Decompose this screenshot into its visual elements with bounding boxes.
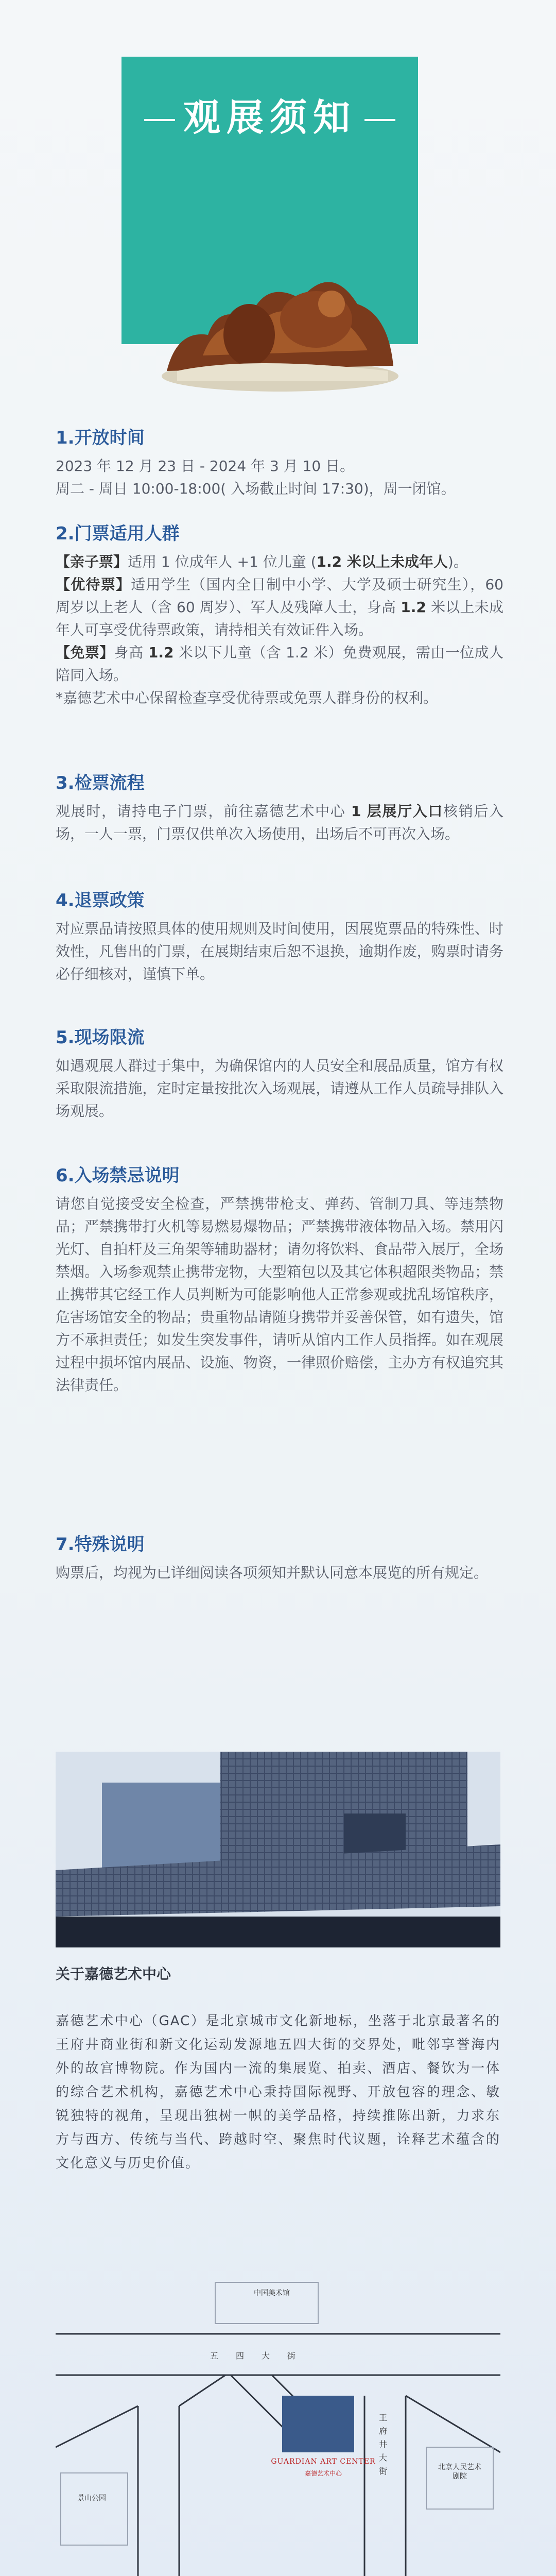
section-title: 1.开放时间 bbox=[56, 428, 145, 448]
section-refund bbox=[56, 886, 503, 986]
section-line: 周二 - 周日 10:00-18:00( 入场截止时间 17:30)，周一闭馆。 bbox=[56, 480, 456, 497]
about-text: 嘉德艺术中心（GAC）是北京城市文化新地标，坐落于北京最著名的王府井商业街和新文化运动发源地五四大街的交界处，毗邻享誉海内外的故宫博物院。作为国内一流的集展览、拍卖、酒店、餐饮为一体的综合艺术机构，嘉德艺术中心秉持国际视野、开放包容的理念、敏锐独特的视角，呈现出独树一帜的美学品格，持续推陈出新，力求东方与西方、传统与当代、跨越时空、聚焦时代议题，诠释艺术蕴含的文化意义与历史价值。 bbox=[56, 2013, 500, 2171]
map-logo-en: GUARDIAN ART CENTER bbox=[271, 2458, 376, 2466]
section-crowd-control bbox=[56, 1023, 503, 1123]
section-prohibitions bbox=[56, 1161, 503, 1397]
about-title: 关于嘉德艺术中心 bbox=[56, 1965, 171, 1982]
section-title: 5.现场限流 bbox=[56, 1027, 145, 1048]
section-text: 对应票品请按照具体的使用规则及时间使用，因展览票品的特殊性、时效性，凡售出的门票，在展期结束后恕不退换，逾期作废，购票时请务必仔细核对，谨慎下单。 bbox=[56, 920, 503, 982]
map-label-jingshan: 景山公园 bbox=[77, 2494, 106, 2502]
section-title: 6.入场禁忌说明 bbox=[56, 1165, 180, 1186]
paragraph-free-ticket: 【免票】身高 1.2 米以下儿童（含 1.2 米）免费观展，需由一位成人陪同入场。 bbox=[56, 644, 503, 684]
map-roads bbox=[56, 2277, 500, 2576]
section-title: 3.检票流程 bbox=[56, 773, 145, 793]
paragraph-concession-ticket: 【优待票】适用学生（国内全日制中小学、大学及硕士研究生），60 周岁以上老人（含 60 周岁）、军人及残障人士，身高 1.2 米以上未成年人可享受优待票政策，请持相关有效证件入场。 bbox=[56, 576, 503, 638]
section-special-notes bbox=[56, 1530, 503, 1584]
artwork-image bbox=[146, 201, 414, 397]
section-title: 2.门票适用人群 bbox=[56, 523, 180, 544]
section-text: 购票后，均视为已详细阅读各项须知并默认同意本展览的所有规定。 bbox=[56, 1564, 489, 1581]
building-photo bbox=[56, 1752, 500, 1947]
map-logo-cn: 嘉德艺术中心 bbox=[304, 2470, 342, 2477]
section-text: 观展时，请持电子门票，前往嘉德艺术中心 1 层展厅入口核销后入场，一人一票，门票仅供单次入场使用，出场后不可再次入场。 bbox=[56, 803, 503, 842]
paragraph-family-ticket: 【亲子票】适用 1 位成年人 +1 位儿童 (1.2 米以上未成年人)。 bbox=[56, 553, 468, 570]
map-label-street: 五四大街 bbox=[210, 2351, 314, 2361]
section-text: 请您自觉接受安全检查，严禁携带枪支、弹药、管制刀具、等违禁物品；严禁携带打火机等易燃易爆物品；严禁携带液体物品入场。禁用闪光灯、自拍杆及三角架等辅助器材；请勿将饮料、食品带入展厅，全场禁烟。入场参观禁止携带宠物，大型箱包以及其它体积超限类物品；禁止携带其它经工作人员判断为可能影响他人正常参观或扰乱场馆秩序，危害场馆安全的物品；贵重物品请随身携带并妥善保管，如有遗失，馆方不承担责任；如发生突发事件，请听从馆内工作人员指挥。如在观展过程中损坏馆内展品、设施、物资，一律照价赔偿，主办方有权追究其法律责任。 bbox=[56, 1195, 503, 1394]
section-text: 如遇观展人群过于集中，为确保馆内的人员安全和展品质量，馆方有权采取限流措施，定时定量按批次入场观展，请遵从工作人员疏导排队入场观展。 bbox=[56, 1057, 503, 1120]
section-opening-hours bbox=[56, 423, 503, 500]
section-ticket-groups bbox=[56, 519, 503, 709]
section-check-in bbox=[56, 769, 503, 845]
map-label-museum: 中国美术馆 bbox=[254, 2289, 290, 2297]
section-line: 2023 年 12 月 23 日 - 2024 年 3 月 10 日。 bbox=[56, 457, 355, 474]
section-title: 4.退票政策 bbox=[56, 890, 145, 911]
location-map bbox=[56, 2277, 500, 2576]
map-label-hospital: 北京人民艺术剧院 bbox=[438, 2463, 481, 2481]
hero-title: 观展须知 bbox=[121, 88, 418, 141]
paragraph-note: *嘉德艺术中心保留检查享受优待票或免票人群身份的权利。 bbox=[56, 689, 438, 706]
section-title: 7.特殊说明 bbox=[56, 1534, 145, 1555]
map-label-wangfujing: 王府井大街 bbox=[379, 2413, 388, 2476]
